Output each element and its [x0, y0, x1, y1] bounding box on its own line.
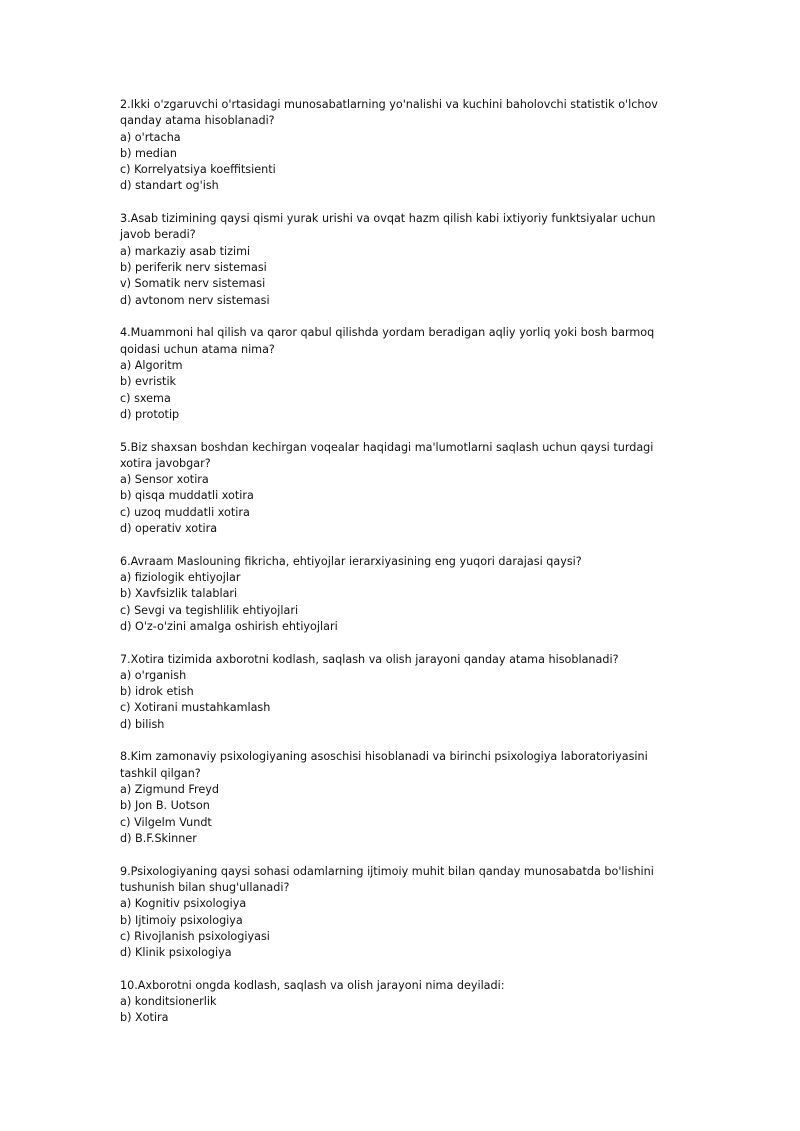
question-text: 6.Avraam Maslouning fikricha, ehtiyojlar ierarxiyasining eng yuqori darajasi qaysi? [120, 554, 582, 568]
answer-option: a) Kognitiv psixologiya [120, 897, 247, 911]
answer-option: d) avtonom nerv sistemasi [120, 293, 270, 307]
answer-option: d) bilish [120, 717, 165, 731]
answer-option: c) sxema [120, 391, 171, 405]
question-block [120, 211, 680, 309]
answer-option: a) o'rganish [120, 668, 187, 682]
answer-option: b) Jon B. Uotson [120, 799, 210, 813]
question-block [120, 864, 680, 962]
question-text: 8.Kim zamonaviy psixologiyaning asoschisi hisoblanadi va birinchi psixologiya laboratoriyasini tashkil qilgan? [120, 750, 648, 780]
answer-option: d) B.F.Skinner [120, 831, 197, 845]
question-block [120, 325, 680, 423]
answer-option: a) Sensor xotira [120, 473, 209, 487]
answer-option: d) standart og'ish [120, 179, 219, 193]
question-text: 2.Ikki o'zgaruvchi o'rtasidagi munosabatlarning yo'nalishi va kuchini baholovchi statistik o'lchov qanday atama hisoblanadi? [120, 98, 658, 128]
question-text: 7.Xotira tizimida axborotni kodlash, saqlash va olish jarayoni qanday atama hisoblanadi? [120, 652, 619, 666]
question-text: 9.Psixologiyaning qaysi sohasi odamlarning ijtimoiy muhit bilan qanday munosabatda bo'lishini tushunish bilan shug'ullanadi? [120, 864, 654, 894]
question-block [120, 554, 680, 635]
question-block [120, 978, 680, 1027]
answer-option: c) Vilgelm Vundt [120, 815, 212, 829]
answer-option: b) periferik nerv sistemasi [120, 261, 267, 275]
answer-option: d) operativ xotira [120, 522, 218, 535]
answer-option: a) o'rtacha [120, 130, 181, 144]
document-page [120, 97, 680, 1043]
question-text: 3.Asab tizimining qaysi qismi yurak urishi va ovqat hazm qilish kabi ixtiyoriy funktsiyalar uchun javob beradi? [120, 212, 656, 242]
answer-option: b) qisqa muddatli xotira [120, 489, 254, 503]
answer-option: b) Xavfsizlik talablari [120, 587, 238, 601]
answer-option: d) Klinik psixologiya [120, 946, 232, 960]
question-text: 10.Axborotni ongda kodlash, saqlash va olish jarayoni nima deyiladi: [120, 978, 505, 992]
answer-option: b) median [120, 146, 177, 160]
answer-option: c) Korrelyatsiya koeffitsienti [120, 163, 276, 177]
answer-option: c) Sevgi va tegishlilik ehtiyojlari [120, 603, 299, 617]
question-block [120, 440, 680, 538]
answer-option: c) uzoq muddatli xotira [120, 505, 250, 519]
answer-option: a) fiziologik ehtiyojlar [120, 570, 241, 584]
question-block [120, 652, 680, 733]
question-text: 4.Muammoni hal qilish va qaror qabul qilishda yordam beradigan aqliy yorliq yoki bosh barmoq qoidasi uchun atama nima? [120, 326, 655, 356]
answer-option: a) markaziy asab tizimi [120, 244, 251, 258]
answer-option: c) Rivojlanish psixologiyasi [120, 929, 270, 943]
question-block [120, 97, 680, 195]
answer-option: a) Algoritm [120, 358, 183, 372]
answer-option: b) idrok etish [120, 685, 194, 699]
answer-option: d) O'z-o'zini amalga oshirish ehtiyojlari [120, 619, 338, 633]
answer-option: v) Somatik nerv sistemasi [120, 277, 266, 291]
question-text: 5.Biz shaxsan boshdan kechirgan voqealar haqidagi ma'lumotlarni saqlash uchun qaysi turdagi xotira javobgar? [120, 440, 654, 470]
answer-option: a) konditsionerlik [120, 995, 217, 1009]
answer-option: b) evristik [120, 375, 177, 389]
answer-option: b) Xotira [120, 1011, 169, 1025]
answer-option: b) Ijtimoiy psixologiya [120, 913, 243, 927]
answer-option: c) Xotirani mustahkamlash [120, 701, 271, 715]
question-block [120, 749, 680, 847]
answer-option: d) prototip [120, 407, 180, 421]
answer-option: a) Zigmund Freyd [120, 783, 219, 797]
